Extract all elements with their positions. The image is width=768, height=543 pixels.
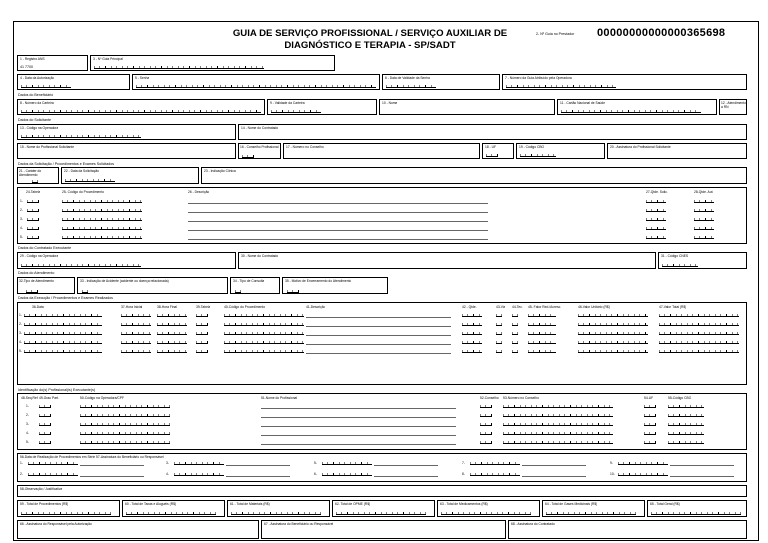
indicacao-acidente-field[interactable]: 33 - Indicação de Acidente (acidente ou doença relacionada): [77, 277, 228, 294]
nome-beneficiario-field[interactable]: 10 - Nome: [379, 99, 555, 115]
valor-unitario-input[interactable]: [578, 322, 648, 326]
numero-conselho-input[interactable]: [503, 440, 613, 444]
tabela-input[interactable]: [27, 217, 39, 221]
codigo-operadora-cpf-input[interactable]: [80, 404, 170, 408]
via-input[interactable]: [496, 331, 502, 335]
assinatura-beneficiario-field[interactable]: 67 - Assinatura do Beneficiário ou Responsável: [261, 520, 506, 539]
fator-input[interactable]: [528, 349, 556, 353]
row-number: 4-: [20, 226, 23, 230]
codigo-procedimento-input[interactable]: [224, 340, 304, 344]
fator-input[interactable]: [528, 331, 556, 335]
serie-assinatura-input[interactable]: [374, 465, 438, 466]
codigo-operadora-field[interactable]: 13 - Código na Operadora: [17, 124, 236, 140]
qtde-aut-input[interactable]: [694, 226, 714, 230]
serie-assinatura-input[interactable]: [226, 476, 290, 477]
procedimentos-solicitados-table: 24-Tabela 25- Código do Procedimento 26 - Descrição 27-Qtde. Solic. 28-Qtde. Aut. 1- 2- 3- 4- 5-: [17, 187, 747, 244]
serie-data-input[interactable]: [174, 472, 224, 476]
conselho-input[interactable]: [480, 422, 492, 426]
serie-data-input[interactable]: [322, 461, 372, 465]
hora-inicial-input[interactable]: [121, 331, 151, 335]
codigo-procedimento-input[interactable]: [224, 349, 304, 353]
serie-number: 5-: [314, 461, 317, 465]
via-input[interactable]: [496, 322, 502, 326]
grau-part-input[interactable]: [39, 404, 51, 408]
conselho-input[interactable]: [480, 404, 492, 408]
qtde-input[interactable]: [462, 331, 482, 335]
cbo-input[interactable]: [668, 422, 704, 426]
hora-inicial-input[interactable]: [121, 313, 151, 317]
cbo-input[interactable]: [668, 431, 704, 435]
codigo-procedimento-input[interactable]: [62, 226, 142, 230]
serie-data-input[interactable]: [174, 461, 224, 465]
row-number: 4-: [26, 431, 29, 435]
descricao-input[interactable]: [188, 230, 488, 231]
codigo-operadora-cpf-input[interactable]: [80, 413, 170, 417]
nome-profissional-input[interactable]: [261, 408, 456, 409]
serie-assinatura-input[interactable]: [226, 465, 290, 466]
hora-final-input[interactable]: [157, 331, 187, 335]
serie-data-input[interactable]: [28, 472, 78, 476]
fator-input[interactable]: [528, 313, 556, 317]
qtde-aut-input[interactable]: [694, 217, 714, 221]
qtde-aut-input[interactable]: [694, 208, 714, 212]
tabela-input[interactable]: [196, 340, 208, 344]
valor-unitario-input[interactable]: [578, 349, 648, 353]
tec-input[interactable]: [512, 340, 518, 344]
tipo-consulta-field[interactable]: 34 - Tipo de Consulta: [230, 277, 280, 294]
serie-data-input[interactable]: [470, 472, 520, 476]
row-number: 2-: [20, 208, 23, 212]
serie-number: 4-: [166, 472, 169, 476]
data-input[interactable]: [24, 313, 102, 317]
cbo-input[interactable]: [668, 413, 704, 417]
section-solicitacao: Dados da Solicitação / Procedimentos e Exames Solicitados: [18, 162, 115, 166]
numero-carteira-field[interactable]: 8 - Número da Carteira: [17, 99, 265, 115]
assinatura-contratado-field[interactable]: 68 - Assinatura do Contratado: [508, 520, 747, 539]
uf-field[interactable]: 18 - UF: [482, 143, 514, 159]
qtde-input[interactable]: [462, 349, 482, 353]
serie-data-input[interactable]: [322, 472, 372, 476]
tabela-input[interactable]: [196, 331, 208, 335]
descricao-input[interactable]: [188, 239, 488, 240]
descricao-input[interactable]: [188, 212, 488, 213]
codigo-procedimento-input[interactable]: [224, 322, 304, 326]
observacao-field[interactable]: 58-Observação / Justificativa: [17, 485, 747, 497]
serie-data-input[interactable]: [618, 472, 668, 476]
row-number: 4-: [19, 340, 22, 344]
serie-assinatura-input[interactable]: [80, 476, 144, 477]
form-title-line1: GUIA DE SERVIÇO PROFISSIONAL / SERVIÇO AUXILIAR DE: [232, 28, 508, 39]
data-input[interactable]: [24, 349, 102, 353]
equipe-table: 48-Seq.Ref 49-Grau Part. 50-Código na Operadora/CPF 51-Nome do Profissional 52-Conselho 53-Número no Conselho 54-UF 55-Código CBO 1- 2- 3- 4- 5-: [17, 393, 747, 450]
tabela-input[interactable]: [27, 226, 39, 230]
tipo-atendimento-field[interactable]: 32-Tipo de Atendimento: [17, 277, 75, 294]
serie-assinatura-input[interactable]: [670, 465, 734, 466]
via-input[interactable]: [496, 313, 502, 317]
fator-input[interactable]: [528, 322, 556, 326]
assinatura-autorizacao-field[interactable]: 66 - Assinatura do Responsável pela Autorização: [17, 520, 259, 539]
registro-ans-field[interactable]: 1 - Registro ANS 41 7700: [17, 55, 88, 71]
qtde-aut-input[interactable]: [694, 235, 714, 239]
guia-number-label: 2- Nº Guia no Prestador: [536, 32, 575, 36]
nome-contratado-exec-field[interactable]: 30 - Nome do Contratado: [238, 252, 656, 269]
uf-input[interactable]: [644, 404, 656, 408]
row-number: 1-: [20, 199, 23, 203]
serie-number: 9-: [610, 461, 613, 465]
codigo-operadora-exec-field[interactable]: 29 - Código na Operadora: [17, 252, 236, 269]
cbo-input[interactable]: [668, 404, 704, 408]
descricao-input[interactable]: [306, 335, 451, 336]
valor-unitario-input[interactable]: [578, 313, 648, 317]
procedimentos-realizados-table: 36-Data 37-Hora Inicial 38-Hora Final 39-Tabela 40-Código do Procedimento 41-Descrição 42 - Qtde. 43-Via 44-Tec. 45- Fator Red./Acresc. 46-Valor Unitário (R$) 47-Valor Total (R$) 1- 2- 3- 4- 5-: [17, 302, 747, 385]
grau-part-input[interactable]: [39, 422, 51, 426]
descricao-input[interactable]: [188, 203, 488, 204]
codigo-procedimento-input[interactable]: [62, 199, 142, 203]
tec-input[interactable]: [512, 331, 518, 335]
descricao-input[interactable]: [306, 317, 451, 318]
hora-final-input[interactable]: [157, 349, 187, 353]
qtde-solic-input[interactable]: [646, 199, 666, 203]
codigo-operadora-cpf-input[interactable]: [80, 440, 170, 444]
section-atendimento: Dados do Atendimento: [18, 271, 55, 275]
codigo-procedimento-input[interactable]: [224, 331, 304, 335]
serie-data-input[interactable]: [470, 461, 520, 465]
row-number: 3-: [20, 217, 23, 221]
hora-final-input[interactable]: [157, 340, 187, 344]
cbo-input[interactable]: [668, 440, 704, 444]
section-equipe: Identificação do(s) Profissional(is) Executante(s): [18, 388, 96, 392]
nome-profissional-input[interactable]: [261, 426, 456, 427]
conselho-input[interactable]: [480, 413, 492, 417]
guia-principal-field[interactable]: 3 - Nº Guia Principal: [90, 55, 335, 71]
row-number: 3-: [19, 331, 22, 335]
hora-inicial-input[interactable]: [121, 340, 151, 344]
nome-profissional-input[interactable]: [261, 417, 456, 418]
valor-total-input[interactable]: [659, 313, 739, 317]
tec-input[interactable]: [512, 349, 518, 353]
carater-atendimento-field[interactable]: 21 - Caráter do Atendimento: [17, 167, 59, 184]
codigo-cnes-field[interactable]: 31 - Código CNES: [658, 252, 747, 269]
row-number: 5-: [26, 440, 29, 444]
data-autorizacao-field[interactable]: 4 - Data da Autorização: [17, 74, 130, 90]
form-title-line2: DIAGNÓSTICO E TERAPIA - SP/SADT: [284, 40, 456, 51]
tabela-input[interactable]: [196, 313, 208, 317]
motivo-encerramento-field[interactable]: 35 - Motivo de Encerramento do Atendimento: [282, 277, 388, 294]
uf-input[interactable]: [644, 413, 656, 417]
tabela-input[interactable]: [27, 235, 39, 239]
serie-number: 2-: [20, 472, 23, 476]
nome-profissional-input[interactable]: [261, 444, 456, 445]
via-input[interactable]: [496, 340, 502, 344]
data-solicitacao-field[interactable]: 22 - Data da Solicitação: [61, 167, 199, 184]
procedimentos-serie-table: 56-Data de Realização de Procedimentos em Série 57-Assinatura do Beneficiário ou Responsável 1- 3- 5- 7- 9- 2- 4- 6- 8- 10-: [17, 453, 747, 482]
fator-input[interactable]: [528, 340, 556, 344]
conselho-input[interactable]: [480, 431, 492, 435]
qtde-solic-input[interactable]: [646, 235, 666, 239]
codigo-procedimento-input[interactable]: [224, 313, 304, 317]
codigo-procedimento-input[interactable]: [62, 235, 142, 239]
data-input[interactable]: [24, 322, 102, 326]
codigo-cbo-field[interactable]: 19 - Código CBO: [516, 143, 605, 159]
indicacao-clinica-field[interactable]: 23 - Indicação Clínica: [201, 167, 747, 184]
hora-inicial-input[interactable]: [121, 322, 151, 326]
total-taxas-field[interactable]: 60 - Total de Taxas e Aluguéis (R$): [122, 500, 225, 517]
descricao-input[interactable]: [188, 221, 488, 222]
serie-number: 6-: [314, 472, 317, 476]
codigo-operadora-cpf-input[interactable]: [80, 422, 170, 426]
qtde-solic-input[interactable]: [646, 217, 666, 221]
conselho-input[interactable]: [480, 440, 492, 444]
serie-data-input[interactable]: [618, 461, 668, 465]
serie-number: 7-: [462, 461, 465, 465]
data-input[interactable]: [24, 340, 102, 344]
qtde-input[interactable]: [462, 322, 482, 326]
serie-number: 8-: [462, 472, 465, 476]
tabela-input[interactable]: [196, 349, 208, 353]
row-number: 5-: [20, 235, 23, 239]
registro-ans-value: 41 7700: [20, 65, 33, 69]
codigo-procedimento-input[interactable]: [62, 217, 142, 221]
nome-profissional-input[interactable]: [261, 435, 456, 436]
grau-part-input[interactable]: [39, 440, 51, 444]
uf-input[interactable]: [644, 431, 656, 435]
serie-number: 1-: [20, 461, 23, 465]
total-opme-field[interactable]: 62- Total de OPME (R$): [332, 500, 435, 517]
numero-conselho-input[interactable]: [503, 413, 613, 417]
valor-total-input[interactable]: [659, 322, 739, 326]
row-number: 2-: [19, 322, 22, 326]
qtde-aut-input[interactable]: [694, 199, 714, 203]
valor-total-input[interactable]: [659, 331, 739, 335]
validade-carteira-field[interactable]: 9 - Validade da Carteira: [267, 99, 377, 115]
row-number: 2-: [26, 413, 29, 417]
grau-part-input[interactable]: [39, 413, 51, 417]
serie-assinatura-input[interactable]: [80, 465, 144, 466]
atendimento-rn-field[interactable]: 12 - Atendimento a RN: [719, 99, 747, 115]
total-materiais-field[interactable]: 61 - Total de Materiais (R$): [227, 500, 330, 517]
section-beneficiario: Dados do Beneficiário: [18, 93, 54, 97]
total-procedimentos-field[interactable]: 59 - Total de Procedimentos (R$): [17, 500, 120, 517]
numero-conselho-input[interactable]: [503, 431, 613, 435]
descricao-input[interactable]: [306, 326, 451, 327]
data-input[interactable]: [24, 331, 102, 335]
tabela-input[interactable]: [27, 208, 39, 212]
hora-final-input[interactable]: [157, 313, 187, 317]
total-geral-field[interactable]: 65 - Total Geral (R$): [647, 500, 747, 517]
descricao-input[interactable]: [306, 353, 451, 354]
section-contratado-executante: Dados do Contratado Executante: [18, 246, 72, 250]
serie-number: 3-: [166, 461, 169, 465]
descricao-input[interactable]: [306, 344, 451, 345]
tabela-input[interactable]: [27, 199, 39, 203]
qtde-solic-input[interactable]: [646, 208, 666, 212]
serie-assinatura-input[interactable]: [522, 476, 586, 477]
valor-unitario-input[interactable]: [578, 331, 648, 335]
cns-field[interactable]: 11 - Cartão Nacional de Saúde: [557, 99, 717, 115]
row-number: 5-: [19, 349, 22, 353]
valor-total-input[interactable]: [659, 349, 739, 353]
hora-inicial-input[interactable]: [121, 349, 151, 353]
numero-conselho-field[interactable]: 17 - Número no Conselho: [283, 143, 480, 159]
nome-contratado-field[interactable]: 14 - Nome do Contratado: [238, 124, 747, 140]
assinatura-solicitante-field[interactable]: 20 - Assinatura do Profissional Solicitante: [607, 143, 747, 159]
tec-input[interactable]: [512, 313, 518, 317]
row-number: 3-: [26, 422, 29, 426]
total-medicamentos-field[interactable]: 63 - Total de Medicamentos (R$): [437, 500, 540, 517]
uf-input[interactable]: [644, 422, 656, 426]
serie-number: 10-: [610, 472, 615, 476]
valor-total-input[interactable]: [659, 340, 739, 344]
section-solicitante: Dados do Solicitante: [18, 118, 51, 122]
serie-assinatura-input[interactable]: [522, 465, 586, 466]
numero-conselho-input[interactable]: [503, 404, 613, 408]
hora-final-input[interactable]: [157, 322, 187, 326]
guia-operadora-field[interactable]: 7 - Número da Guia Atribuído pela Operadora: [502, 74, 747, 90]
qtde-solic-input[interactable]: [646, 226, 666, 230]
guia-number: 00000000000000365698: [597, 27, 726, 39]
tabela-input[interactable]: [196, 322, 208, 326]
conselho-profissional-field[interactable]: 16 - Conselho Profissional: [238, 143, 281, 159]
uf-input[interactable]: [644, 440, 656, 444]
serie-assinatura-input[interactable]: [374, 476, 438, 477]
profissional-solicitante-field[interactable]: 15 - Nome do Profissional Solicitante: [17, 143, 236, 159]
valor-unitario-input[interactable]: [578, 340, 648, 344]
numero-conselho-input[interactable]: [503, 422, 613, 426]
senha-field[interactable]: 5 - Senha: [132, 74, 380, 90]
serie-assinatura-input[interactable]: [670, 476, 734, 477]
qtde-input[interactable]: [462, 340, 482, 344]
section-execucao: Dados da Execução / Procedimentos e Exames Realizados: [18, 296, 113, 300]
codigo-procedimento-input[interactable]: [62, 208, 142, 212]
row-number: 1-: [19, 313, 22, 317]
serie-data-input[interactable]: [28, 461, 78, 465]
validade-senha-field[interactable]: 6 - Data de Validade da Senha: [382, 74, 500, 90]
grau-part-input[interactable]: [39, 431, 51, 435]
total-gases-field[interactable]: 64 - Total de Gases Medicinais (R$): [542, 500, 645, 517]
qtde-input[interactable]: [462, 313, 482, 317]
codigo-operadora-cpf-input[interactable]: [80, 431, 170, 435]
row-number: 1-: [26, 404, 29, 408]
tec-input[interactable]: [512, 322, 518, 326]
via-input[interactable]: [496, 349, 502, 353]
